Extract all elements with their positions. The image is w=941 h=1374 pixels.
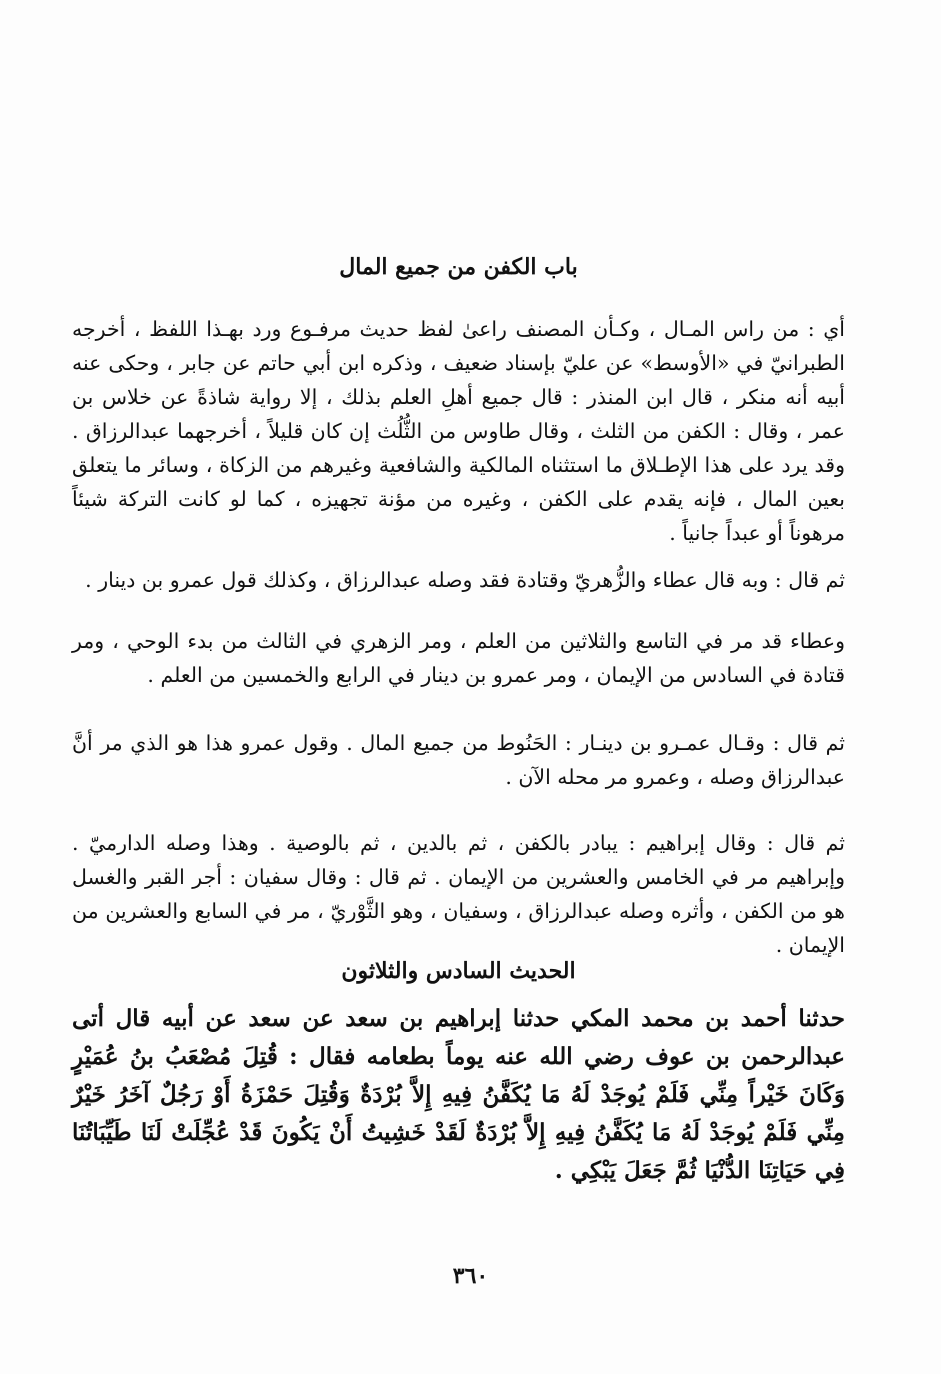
page-number: ٣٦٠ [452, 1263, 489, 1289]
paragraph-commentary-4: ثم قال : وقـال عمـرو بن دينـار : الحَنُوط من جميع المال . وقول عمرو هذا هو الذي مر أنَّ عبدالرزاق وصله ، وعمرو مر محله الآن . [72, 731, 845, 789]
hadith-text: حدثنا أحمد بن محمد المكي حدثنا إبراهيم بن سعد عن سعد عن أبيه قال أتى عبدالرحمن بن عوف رضي الله عنه يوماً بطعامه فقال : قُتِلَ مُصْعَبُ بنُ عُمَيْرٍ وَكَانَ خَيْراً مِنِّي فَلَمْ يُوجَدْ لَهُ مَا يُكَفَّنُ فِيهِ إِلاَّ بُرْدَةٌ وَقُتِلَ حَمْزَةُ أَوْ رَجُلٌ آخَرُ خَيْرٌ مِنِّي فَلَمْ يُوجَدْ لَهُ مَا يُكَفَّنُ فِيهِ إِلاَّ بُرْدَةٌ لَقَدْ خَشِيتُ أَنْ يَكُونَ قَدْ عُجِّلَتْ لَنَا طَيِّبَاتُنَا فِي حَيَاتِنَا الدُّنْيَا ثُمَّ جَعَلَ يَبْكِي . [72, 1005, 845, 1184]
paragraph-commentary-5: ثم قال : وقال إبراهيم : يبادر بالكفن ، ثم بالدين ، ثم بالوصية . وهذا وصله الدارميّ . وإبراهيم مر في الخامس والعشرين من الإيمان . ثم قال : وقال سفيان : أجر القبر والغسل هو من الكفن ، وأثره وصله عبدالرزاق ، وسفيان ، وهو الثَّوْريّ ، مر في السابع والعشرين من الإيمان . [72, 831, 845, 957]
chapter-title: باب الكفن من جميع المال [339, 254, 578, 280]
paragraph-commentary-1: أي : من راس المـال ، وكـأن المصنف راعىٰ لفظ حديث مرفـوع ورد بهـذا اللفظ ، أخرجه الطبرانيّ في «الأوسط» عن عليّ بإسناد ضعيف ، وذكره ابن أبي حاتم عن جابر ، وحكى عنه أبيه أنه منكر ، قال ابن المنذر : قال جميع أهلِ العلم بذلك ، إلا رواية شاذةً عن خلاس بن عمر ، وقال : الكفن من الثلث ، وقال طاوس من الثُّلُث إن كان قليلاً ، أخرجهما عبدالرزاق . وقد يرد على هذا الإطـلاق ما استثناه المالكية والشافعية وغيرهم من الزكاة ، وسائر ما يتعلق بعين المال ، فإنه يقدم على الكفن ، وغيره من مؤنة تجهيزه ، كما لو كانت التركة شيئاً مرهوناً أو عبداً جانياً . [72, 317, 845, 545]
paragraph-commentary-2: ثم قال : وبه قال عطاء والزُّهريّ وقتادة فقد وصله عبدالرزاق ، وكذلك قول عمرو بن دينار . [85, 568, 845, 592]
hadith-title: الحديث السادس والثلاثون [341, 958, 576, 984]
paragraph-commentary-3: وعطاء قد مر في التاسع والثلاثين من العلم ، ومر الزهري في الثالث من بدء الوحي ، ومر قتادة في السادس من الإيمان ، ومر عمرو بن دينار في الرابع والخمسين من العلم . [72, 629, 845, 687]
